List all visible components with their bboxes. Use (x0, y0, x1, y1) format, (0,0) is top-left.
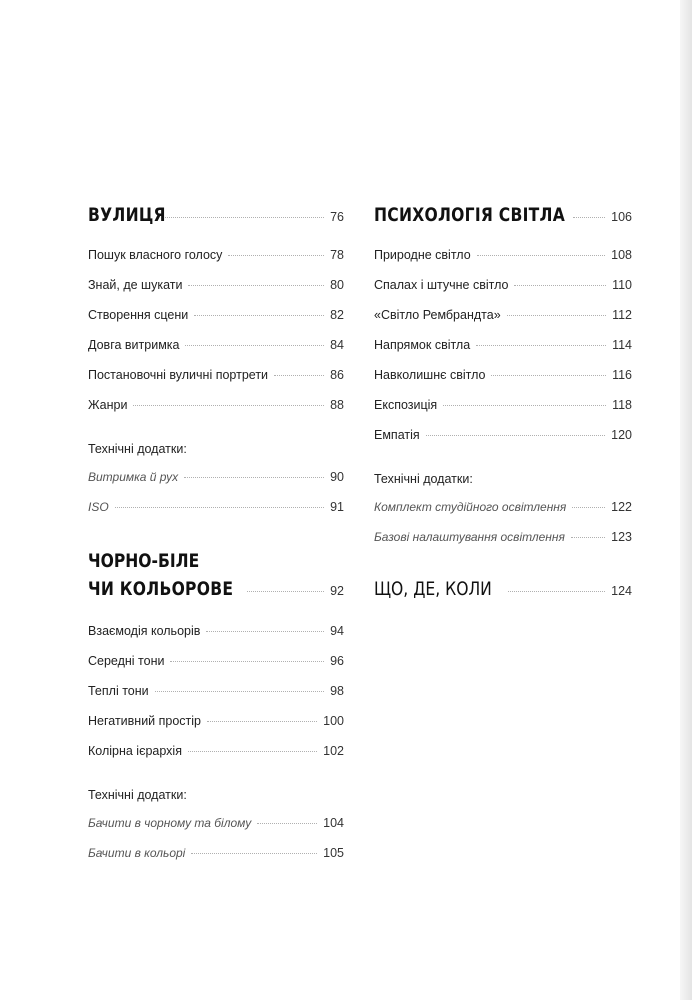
toc-entry[interactable] (374, 248, 632, 262)
toc-entry[interactable] (88, 684, 344, 698)
toc-entry[interactable] (88, 308, 344, 322)
leader-dots (426, 434, 605, 436)
toc-section-street[interactable] (88, 204, 344, 226)
entry-label: Жанри (88, 398, 128, 412)
leader-dots (188, 284, 324, 286)
toc-entry[interactable] (88, 398, 344, 412)
toc-entry[interactable] (88, 744, 344, 758)
page-number: 104 (323, 816, 344, 830)
entry-label: Знай, де шукати (88, 278, 183, 292)
leader-dots (191, 852, 317, 854)
toc-entry[interactable] (88, 248, 344, 262)
page-number: 118 (612, 398, 632, 412)
page-number: 122 (611, 500, 632, 514)
leader-dots (508, 590, 605, 592)
toc-entry[interactable] (374, 338, 632, 352)
page-number: 78 (330, 248, 344, 262)
entry-label: Середні тони (88, 654, 165, 668)
leader-dots (165, 216, 324, 218)
leader-dots (207, 720, 317, 722)
page-number: 90 (330, 470, 344, 484)
entry-label: Природне світло (374, 248, 471, 262)
toc-section-bw[interactable] (88, 578, 344, 600)
entry-label: Теплі тони (88, 684, 149, 698)
page-number: 86 (330, 368, 344, 382)
entry-label: Взаємодія кольорів (88, 624, 201, 638)
toc-entry[interactable] (374, 308, 632, 322)
page-number: 96 (330, 654, 344, 668)
toc-sub-entry[interactable] (88, 470, 344, 484)
leader-dots (228, 254, 324, 256)
tech-appendix-heading: Технічні додатки: (88, 788, 187, 802)
leader-dots (514, 284, 606, 286)
section-title-line2: ЧИ КОЛЬОРОВЕ (88, 578, 234, 600)
leader-dots (194, 314, 324, 316)
page-edge-shadow (680, 0, 692, 1000)
leader-dots (188, 750, 317, 752)
entry-label: Базові налаштування освітлення (374, 530, 565, 544)
page-number: 105 (323, 846, 344, 860)
toc-section-where[interactable] (374, 578, 632, 600)
toc-entry[interactable] (88, 654, 344, 668)
toc-sub-entry[interactable] (88, 816, 344, 830)
leader-dots (115, 506, 324, 508)
entry-label: Емпатія (374, 428, 420, 442)
leader-dots (185, 344, 324, 346)
toc-sub-entry[interactable] (88, 846, 344, 860)
page-number: 98 (330, 684, 344, 698)
page-number: 116 (612, 368, 632, 382)
page-number: 84 (330, 338, 344, 352)
section-title-line1: ЧОРНО-БІЛЕ (88, 550, 200, 572)
tech-appendix-heading: Технічні додатки: (374, 472, 473, 486)
entry-label: Витримка й рух (88, 470, 179, 484)
leader-dots (443, 404, 606, 406)
page-number: 92 (330, 584, 344, 598)
page-number: 114 (612, 338, 632, 352)
entry-label: Пошук власного голосу (88, 248, 223, 262)
leader-dots (170, 660, 324, 662)
toc-entry[interactable] (374, 368, 632, 382)
toc-entry[interactable] (88, 714, 344, 728)
page-number: 88 (330, 398, 344, 412)
page-number: 124 (611, 584, 632, 598)
leader-dots (477, 254, 605, 256)
toc-entry[interactable] (374, 278, 632, 292)
leader-dots (257, 822, 317, 824)
page-number: 123 (611, 530, 632, 544)
page-number: 94 (330, 624, 344, 638)
toc-entry[interactable] (374, 428, 632, 442)
page-number: 112 (612, 308, 632, 322)
entry-label: Негативний простір (88, 714, 202, 728)
tech-appendix-heading: Технічні додатки: (88, 442, 187, 456)
entry-label: Навколишнє світло (374, 368, 486, 382)
entry-label: Бачити в чорному та білому (88, 816, 252, 830)
page-number: 100 (323, 714, 344, 728)
toc-sub-entry[interactable] (88, 500, 344, 514)
leader-dots (573, 216, 605, 218)
entry-label: Комплект студійного освітлення (374, 500, 567, 514)
toc-section-light[interactable] (374, 204, 632, 226)
page-number: 76 (330, 210, 344, 224)
leader-dots (274, 374, 324, 376)
section-title: ПСИХОЛОГІЯ СВІТЛА (374, 204, 566, 226)
toc-sub-entry[interactable] (374, 530, 632, 544)
entry-label: ISO (88, 500, 109, 514)
leader-dots (155, 690, 324, 692)
page-number: 108 (611, 248, 632, 262)
entry-label: «Світло Рембрандта» (374, 308, 501, 322)
entry-label: Бачити в кольорі (88, 846, 186, 860)
section-title: ВУЛИЦЯ (88, 204, 166, 226)
entry-label: Колірна ієрархія (88, 744, 182, 758)
page-number: 102 (323, 744, 344, 758)
entry-label: Постановочні вуличні портрети (88, 368, 269, 382)
entry-label: Створення сцени (88, 308, 189, 322)
page-number: 80 (330, 278, 344, 292)
leader-dots (572, 506, 605, 508)
entry-label: Довга витримка (88, 338, 180, 352)
leader-dots (133, 404, 324, 406)
page-number: 82 (330, 308, 344, 322)
toc-entry[interactable] (88, 624, 344, 638)
page-number: 120 (611, 428, 632, 442)
page-number: 110 (612, 278, 632, 292)
toc-entry[interactable] (88, 338, 344, 352)
toc-entry[interactable] (88, 278, 344, 292)
leader-dots (491, 374, 606, 376)
toc-sub-entry[interactable] (374, 500, 632, 514)
leader-dots (247, 590, 324, 592)
entry-label: Експозиція (374, 398, 438, 412)
page-number: 106 (611, 210, 632, 224)
entry-label: Спалах і штучне світло (374, 278, 509, 292)
leader-dots (571, 536, 605, 538)
toc-entry[interactable] (374, 398, 632, 412)
leader-dots (476, 344, 606, 346)
leader-dots (206, 630, 324, 632)
section-title: ЩО, ДЕ, КОЛИ (374, 578, 492, 600)
leader-dots (184, 476, 324, 478)
entry-label: Напрямок світла (374, 338, 471, 352)
leader-dots (507, 314, 606, 316)
toc-entry[interactable] (88, 368, 344, 382)
page-number: 91 (330, 500, 344, 514)
